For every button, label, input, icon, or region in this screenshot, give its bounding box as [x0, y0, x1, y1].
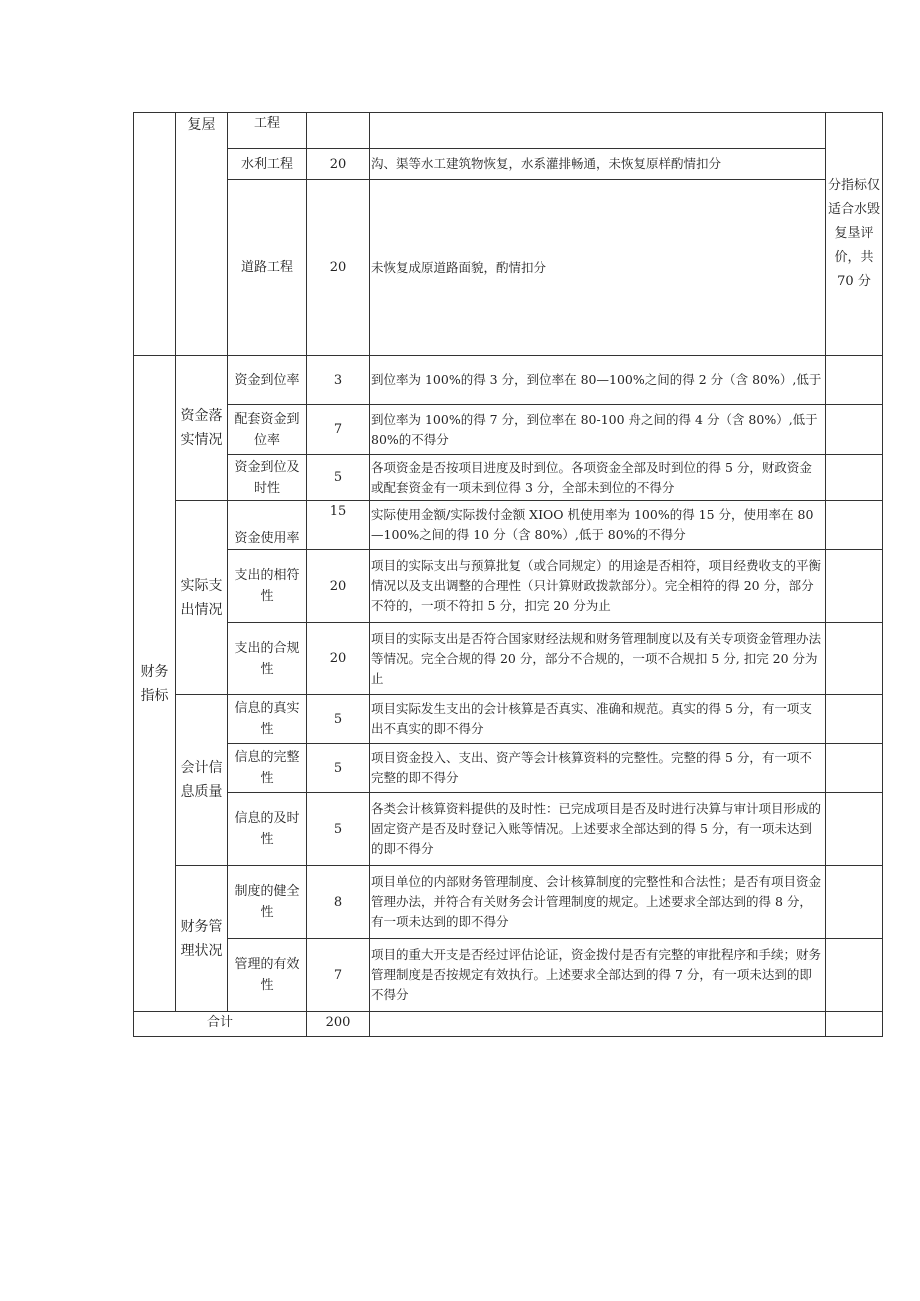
note-empty — [826, 501, 883, 550]
desc-cell: 项目实际发生支出的会计核算是否真实、准确和规范。真实的得 5 分，有一项支出不真实的即不得分 — [370, 695, 826, 744]
total-score: 200 — [307, 1012, 370, 1037]
note-empty — [826, 939, 883, 1012]
desc-cell: 项目的实际支出与预算批复（或合同规定）的用途是否相符，项目经费收支的平衡情况以及支出调整的合理性（只计算财政拨款部分）。完全相符的得 20 分，部分不符的，一项不符扣 5 分，扣完 20 分为止 — [370, 550, 826, 623]
desc-cell: 未恢复成原道路面貌，酌情扣分 — [370, 180, 826, 356]
cat2-cell: 复屋 — [176, 113, 228, 356]
item-cell: 资金到位及时性 — [228, 455, 307, 501]
note-empty — [826, 866, 883, 939]
score-cell: 20 — [307, 550, 370, 623]
score-cell: 20 — [307, 623, 370, 695]
desc-cell: 项目的重大开支是否经过评估论证，资金拨付是否有完整的审批程序和手续；财务管理制度是否按规定有效执行。上述要求全部达到的得 7 分，有一项未达到的即不得分 — [370, 939, 826, 1012]
cat1-empty — [134, 113, 176, 356]
evaluation-table — [133, 112, 883, 1037]
desc-cell: 项目资金投入、支出、资产等会计核算资料的完整性。完整的得 5 分，有一项不完整的即不得分 — [370, 744, 826, 793]
note-empty — [826, 695, 883, 744]
finance-label: 财务指标 — [134, 356, 176, 1012]
score-cell: 5 — [307, 455, 370, 501]
desc-cell — [370, 113, 826, 149]
note-empty — [826, 405, 883, 455]
desc-cell: 到位率为 100%的得 7 分，到位率在 80-100 舟之间的得 4 分（含 80%）,低于 80%的不得分 — [370, 405, 826, 455]
total-note-empty — [826, 1012, 883, 1037]
score-cell: 5 — [307, 744, 370, 793]
score-cell: 8 — [307, 866, 370, 939]
desc-cell: 各项资金是否按项目进度及时到位。各项资金全部及时到位的得 5 分，财政资金或配套资金有一项未到位得 3 分，全部未到位的不得分 — [370, 455, 826, 501]
score-cell: 5 — [307, 793, 370, 866]
score-cell: 7 — [307, 405, 370, 455]
total-label: 合计 — [134, 1012, 307, 1037]
item-cell: 管理的有效性 — [228, 939, 307, 1012]
item-cell: 信息的真实性 — [228, 695, 307, 744]
item-cell: 工程 — [228, 113, 307, 149]
score-cell: 5 — [307, 695, 370, 744]
score-cell — [307, 113, 370, 149]
desc-cell: 各类会计核算资料提供的及时性：已完成项目是否及时进行决算与审计项目形成的固定资产是否及时登记入账等情况。上述要求全部达到的得 5 分，有一项未达到的即不得分 — [370, 793, 826, 866]
desc-cell: 到位率为 100%的得 3 分，到位率在 80—100%之间的得 2 分（含 80%）,低于 — [370, 356, 826, 405]
score-cell: 7 — [307, 939, 370, 1012]
item-cell: 资金到位率 — [228, 356, 307, 405]
desc-cell: 沟、渠等水工建筑物恢复，水系灌排畅通，未恢复原样酌情扣分 — [370, 149, 826, 180]
total-desc-empty — [370, 1012, 826, 1037]
note-empty — [826, 793, 883, 866]
group-label: 实际支出情况 — [176, 501, 228, 695]
note-empty — [826, 623, 883, 695]
score-cell: 20 — [307, 180, 370, 356]
score-cell: 20 — [307, 149, 370, 180]
score-cell: 15 — [307, 501, 370, 550]
item-cell: 制度的健全性 — [228, 866, 307, 939]
item-cell: 支出的相符性 — [228, 550, 307, 623]
item-cell: 配套资金到位率 — [228, 405, 307, 455]
note-empty — [826, 455, 883, 501]
item-cell: 信息的完整性 — [228, 744, 307, 793]
item-cell: 支出的合规性 — [228, 623, 307, 695]
group-label: 财务管理状况 — [176, 866, 228, 1012]
item-cell: 信息的及时性 — [228, 793, 307, 866]
item-cell: 资金使用率 — [228, 501, 307, 550]
item-cell: 道路工程 — [228, 180, 307, 356]
note-empty — [826, 356, 883, 405]
group-label: 资金落实情况 — [176, 356, 228, 501]
note-empty — [826, 744, 883, 793]
item-cell: 水利工程 — [228, 149, 307, 180]
note-empty — [826, 550, 883, 623]
group-label: 会计信息质量 — [176, 695, 228, 866]
desc-cell: 实际使用金额/实际拨付金额 XIOO 机使用率为 100%的得 15 分，使用率在 80—100%之间的得 10 分（含 80%）,低于 80%的不得分 — [370, 501, 826, 550]
desc-cell: 项目的实际支出是否符合国家财经法规和财务管理制度以及有关专项资金管理办法等情况。完全合规的得 20 分，部分不合规的，一项不合规扣 5 分, 扣完 20 分为止 — [370, 623, 826, 695]
note-cell: 分指标仅适合水毁复垦评价，共 70 分 — [826, 113, 883, 356]
desc-cell: 项目单位的内部财务管理制度、会计核算制度的完整性和合法性；是否有项目资金管理办法，并符合有关财务会计管理制度的规定。上述要求全部达到的得 8 分，有一项未达到的即不得分 — [370, 866, 826, 939]
score-cell: 3 — [307, 356, 370, 405]
